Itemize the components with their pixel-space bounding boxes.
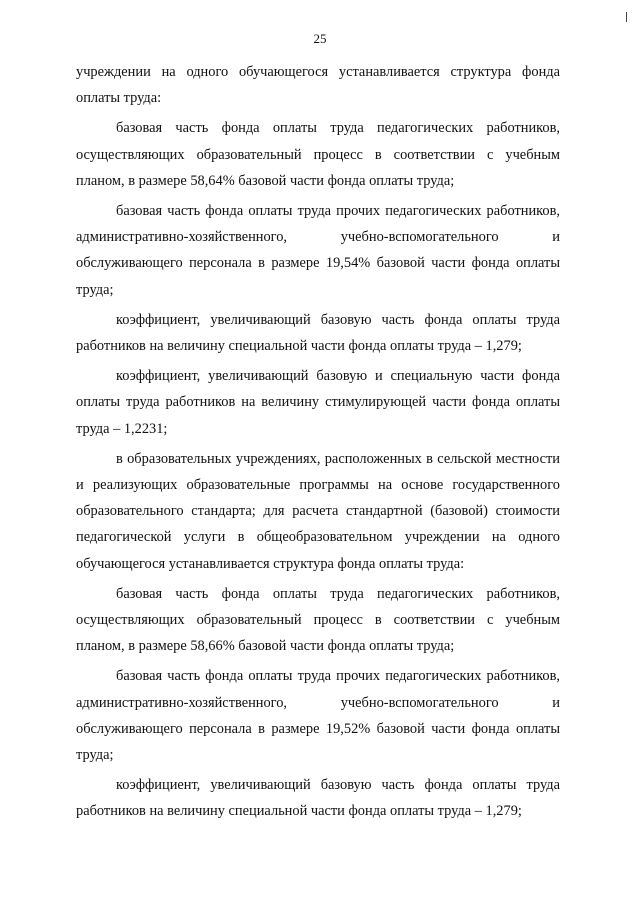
paragraph: базовая часть фонда оплаты труда прочих педагогических работников, административно-хозяйственного, учебно-вспомогательного и обслуживающего персонала в размере 19,52% базовой части фонда оплаты труда; <box>76 668 560 764</box>
paragraph: коэффициент, увеличивающий базовую часть фонда оплаты труда работников на величину специальной части фонда оплаты труда – 1,279; <box>76 777 560 820</box>
document-body <box>76 59 560 829</box>
paragraph: базовая часть фонда оплаты труда педагогических работников, осуществляющих образовательный процесс в соответствии с учебным планом, в размере 58,66% базовой части фонда оплаты труда; <box>76 585 560 655</box>
page-number: 25 <box>313 31 327 46</box>
scan-mark <box>626 12 627 22</box>
paragraph: коэффициент, увеличивающий базовую и специальную части фонда оплаты труда работников на величину стимулирующей части фонда оплаты труда – 1,2231; <box>76 368 560 437</box>
paragraph: в образовательных учреждениях, расположенных в сельской местности и реализующих образовательные программы на основе государственного образовательного стандарта; для расчета стандартной (базовой) стоимости педагогической услуги в общеобразовательном учреждении на одного обучающегося устанавливается структура фонда оплаты труда: <box>76 450 560 572</box>
paragraph: базовая часть фонда оплаты труда прочих педагогических работников, административно-хозяйственного, учебно-вспомогательного и обслуживающего персонала в размере 19,54% базовой части фонда оплаты труда; <box>76 203 560 298</box>
paragraph: учреждении на одного обучающегося устанавливается структура фонда оплаты труда: <box>76 64 560 107</box>
paragraph: базовая часть фонда оплаты труда педагогических работников, осуществляющих образовательный процесс в соответствии с учебным планом, в размере 58,64% базовой части фонда оплаты труда; <box>76 120 560 189</box>
paragraph: коэффициент, увеличивающий базовую часть фонда оплаты труда работников на величину специальной части фонда оплаты труда – 1,279; <box>76 311 560 355</box>
